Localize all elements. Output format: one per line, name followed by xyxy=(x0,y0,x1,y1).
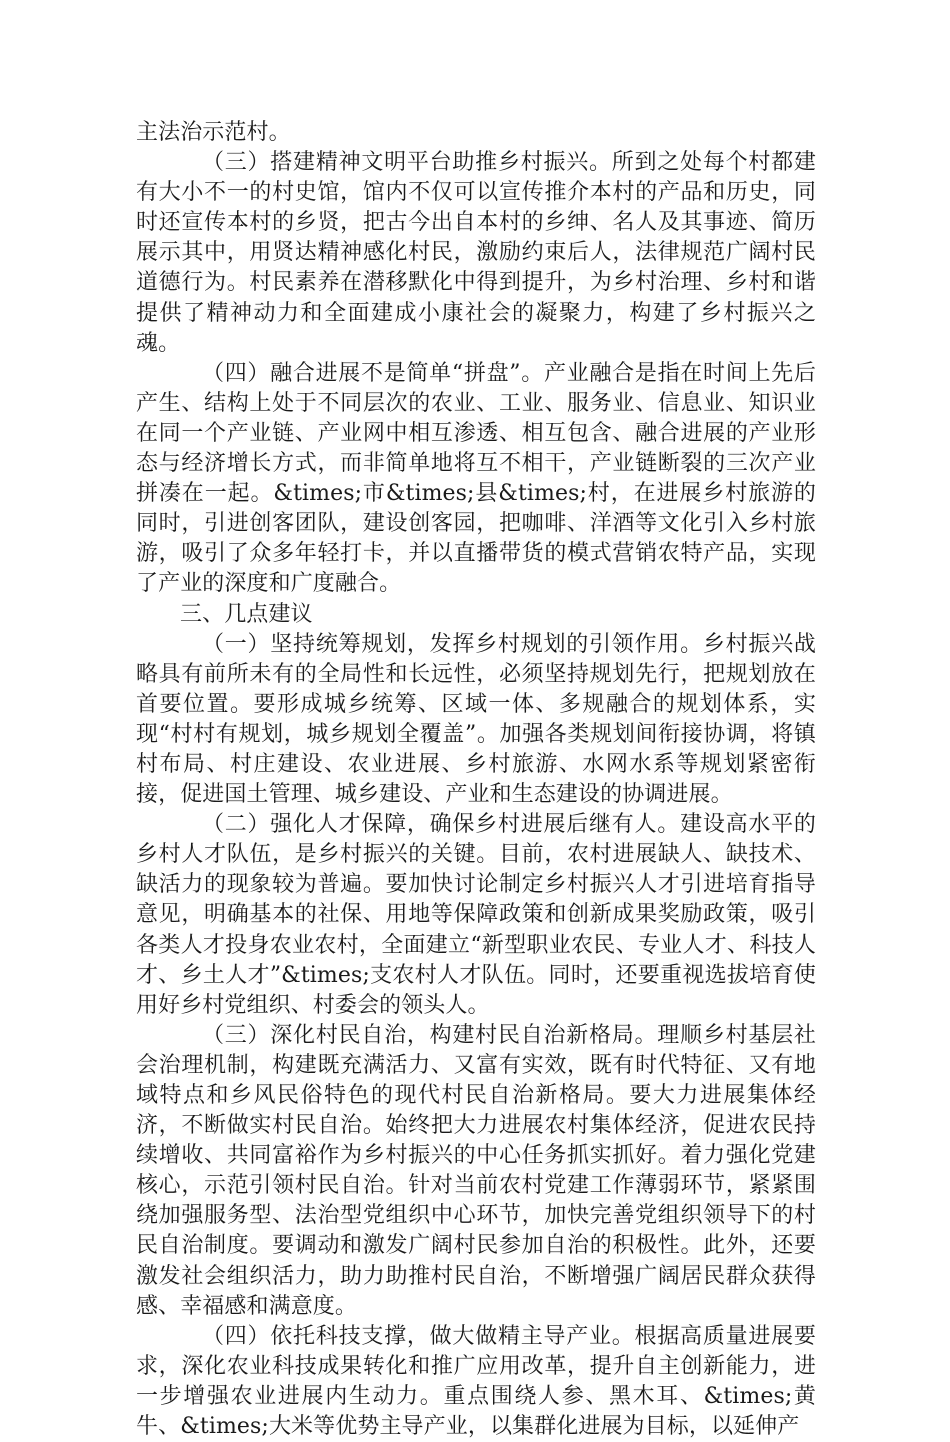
paragraph-continuation: 主法治示范村。 xyxy=(136,120,291,145)
paragraph-spiritual-civilization: （三）搭建精神文明平台助推乡村振兴。所到之处每个村都建有大小不一的村史馆，馆内不仅可以宣传推介本村的产品和历史，同时还宣传本村的乡贤，把古今出自本村的乡绅、名人及其事迹、简历展示其中，用贤达精神感化村民，激励约束后人，法律规范广阔村民道德行为。村民素养在潜移默化中得到提升，为乡村治理、乡村和谐提供了精神动力和全面建成小康社会的凝聚力，构建了乡村振兴之魂。 xyxy=(136,150,816,356)
paragraph-overall-planning: （一）坚持统筹规划，发挥乡村规划的引领作用。乡村振兴战略具有前所未有的全局性和长远性，必须坚持规划先行，把规划放在首要位置。要形成城乡统筹、区域一体、多规融合的规划体系，实现“村村有规划，城乡规划全覆盖”。加强各类规划间衔接协调，将镇村布局、村庄建设、农业进展、乡村旅游、水网水系等规划紧密衔接，促进国土管理、城乡建设、产业和生态建设的协调进展。 xyxy=(136,631,816,808)
document-body xyxy=(136,118,816,1442)
paragraph-integration-development: （四）融合进展不是简单“拼盘”。产业融合是指在时间上先后产生、结构上处于不同层次的农业、工业、服务业、信息业、知识业在同一个产业链、产业网中相互渗透、相互包含、融合进展的产业形态与经济增长方式，而非简单地将互不相干，产业链断裂的三次产业拼凑在一起。&times;市&times;县&times;村，在进展乡村旅游的同时，引进创客团队，建设创客园，把咖啡、洋酒等文化引入乡村旅游，吸引了众多年轻打卡，并以直播带货的模式营销农特产品，实现了产业的深度和广度融合。 xyxy=(136,360,816,597)
paragraph-talent-support: （二）强化人才保障，确保乡村进展后继有人。建设高水平的乡村人才队伍，是乡村振兴的关键。目前，农村进展缺人、缺技术、缺活力的现象较为普遍。要加快讨论制定乡村振兴人才引进培育指导意见，明确基本的社保、用地等保障政策和创新成果奖励政策，吸引各类人才投身农业农村，全面建立“新型职业农民、专业人才、科技人才、乡土人才”&times;支农村人才队伍。同时，还要重视选拔培育使用好乡村党组织、村委会的领头人。 xyxy=(136,812,816,1018)
paragraph-villager-autonomy: （三）深化村民自治，构建村民自治新格局。理顺乡村基层社会治理机制，构建既充满活力、又富有实效，既有时代特征、又有地域特点和乡风民俗特色的现代村民自治新格局。要大力进展集体经济，不断做实村民自治。始终把大力进展农村集体经济，促进农民持续增收、共同富裕作为乡村振兴的中心任务抓实抓好。着力强化党建核心，示范引领村民自治。针对当前农村党建工作薄弱环节，紧紧围绕加强服务型、法治型党组织中心环节，加快完善党组织领导下的村民自治制度。要调动和激发广阔村民参加自治的积极性。此外，还要激发社会组织活力，助力助推村民自治，不断增强广阔居民群众获得感、幸福感和满意度。 xyxy=(136,1022,816,1319)
section-heading-suggestions: 三、几点建议 xyxy=(180,601,313,627)
paragraph-technology-support: （四）依托科技支撑，做大做精主导产业。根据高质量进展要求，深化农业科技成果转化和推广应用改革，提升自主创新能力，进一步增强农业进展内生动力。重点围绕人参、黑木耳、&times;黄牛、&times;大米等优势主导产业，以集群化进展为目标，以延伸产 xyxy=(136,1323,816,1440)
